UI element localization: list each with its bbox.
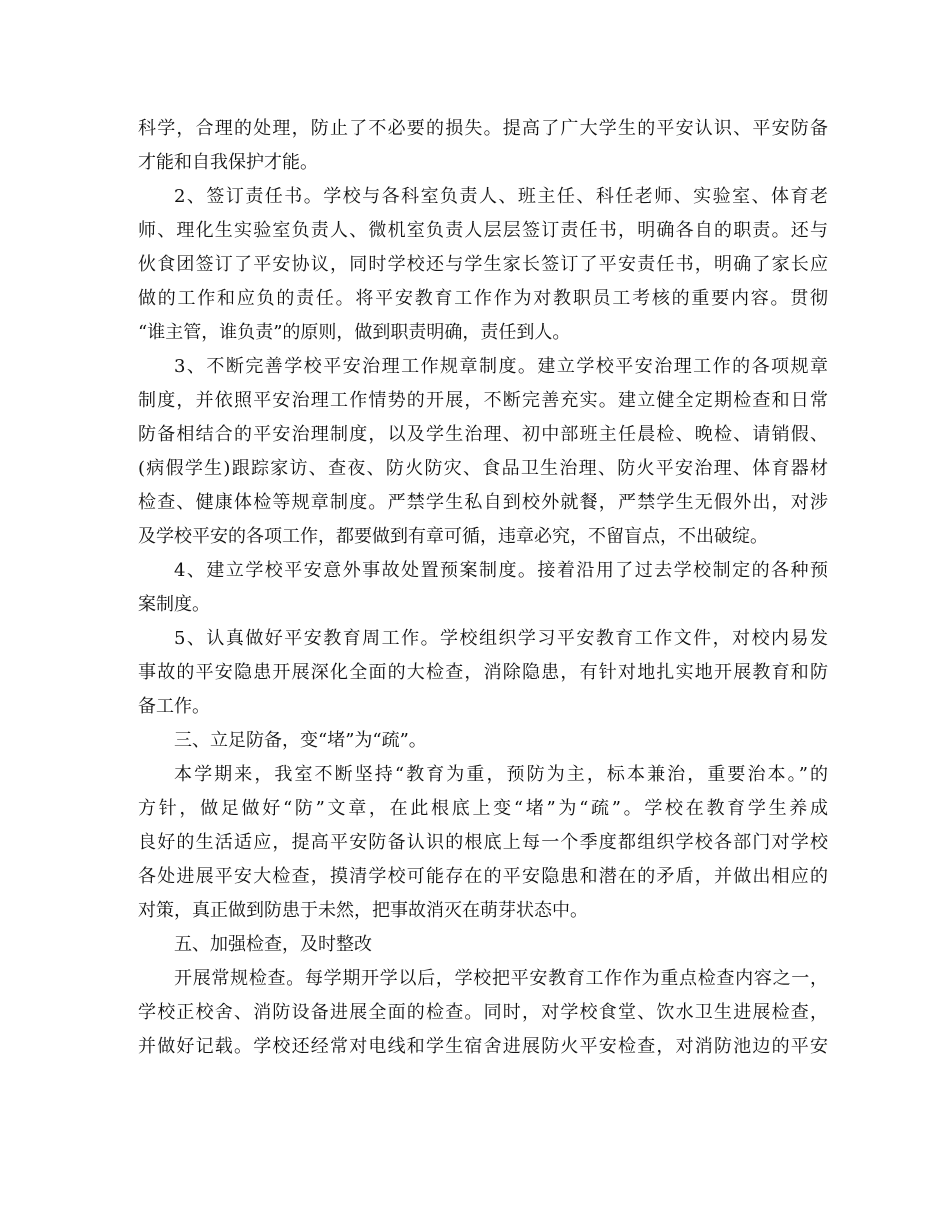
text-line: 5、认真做好平安教育周工作。学校组织学习平安教育工作文件，对校内易发 bbox=[174, 628, 828, 649]
text-line: 伙食团签订了平安协议，同时学校还与学生家长签订了平安责任书，明确了家长应 bbox=[138, 254, 828, 275]
text-line: 学校正校舍、消防设备进展全面的检查。同时，对学校食堂、饮水卫生进展检查， bbox=[138, 1002, 828, 1023]
document-body bbox=[138, 112, 828, 1064]
text-line: 事故的平安隐患开展深化全面的大检查，消除隐患，有针对地扎实地开展教育和防 bbox=[138, 662, 828, 683]
text-line: 3、不断完善学校平安治理工作规章制度。建立学校平安治理工作的各项规章 bbox=[174, 356, 828, 377]
text-line: 2、签订责任书。学校与各科室负责人、班主任、科任老师、实验室、体育老 bbox=[174, 186, 828, 207]
text-line: 五、加强检查，及时整改 bbox=[174, 934, 372, 955]
text-line: 各处进展平安大检查，摸清学校可能存在的平安隐患和潜在的矛盾，并做出相应的 bbox=[138, 866, 828, 887]
text-line: 本学期来，我室不断坚持“教育为重，预防为主，标本兼治，重要治本。”的 bbox=[174, 764, 828, 785]
text-line: 科学，合理的处理，防止了不必要的损失。提高了广大学生的平安认识、平安防备 bbox=[138, 118, 828, 139]
text-line: 对策，真正做到防患于未然，把事故消灭在萌芽状态中。 bbox=[138, 900, 588, 921]
text-line: 良好的生活适应，提高平安防备认识的根底上每一个季度都组织学校各部门对学校 bbox=[138, 832, 828, 853]
text-line: 三、立足防备，变“堵”为“疏”。 bbox=[174, 730, 427, 751]
text-line: 及学校平安的各项工作，都要做到有章可循，违章必究，不留盲点，不出破绽。 bbox=[138, 526, 768, 547]
text-line: 方针，做足做好“防”文章，在此根底上变“堵”为“疏”。学校在教育学生养成 bbox=[138, 798, 828, 819]
text-line: 防备相结合的平安治理制度，以及学生治理、初中部班主任晨检、晚检、请销假、 bbox=[138, 424, 828, 445]
text-line: 检查、健康体检等规章制度。严禁学生私自到校外就餐，严禁学生无假外出，对涉 bbox=[138, 492, 828, 513]
text-line: “谁主管，谁负责”的原则，做到职责明确，责任到人。 bbox=[138, 322, 571, 343]
text-line: 才能和自我保护才能。 bbox=[138, 152, 318, 173]
text-line: 备工作。 bbox=[138, 696, 210, 717]
text-line: 案制度。 bbox=[138, 594, 210, 615]
text-line: 开展常规检查。每学期开学以后，学校把平安教育工作作为重点检查内容之一， bbox=[174, 968, 828, 989]
text-line: 做的工作和应负的责任。将平安教育工作作为对教职员工考核的重要内容。贯彻 bbox=[138, 288, 828, 309]
text-line: 师、理化生实验室负责人、微机室负责人层层签订责任书，明确各自的职责。还与 bbox=[138, 220, 828, 241]
text-line: 制度，并依照平安治理工作情势的开展，不断完善充实。建立健全定期检查和日常 bbox=[138, 390, 828, 411]
text-line: 4、建立学校平安意外事故处置预案制度。接着沿用了过去学校制定的各种预 bbox=[174, 560, 828, 581]
text-line: (病假学生)跟踪家访、查夜、防火防灾、食品卫生治理、防火平安治理、体育器材 bbox=[138, 458, 828, 479]
text-line: 并做好记载。学校还经常对电线和学生宿舍进展防火平安检查，对消防池边的平安 bbox=[138, 1036, 828, 1057]
